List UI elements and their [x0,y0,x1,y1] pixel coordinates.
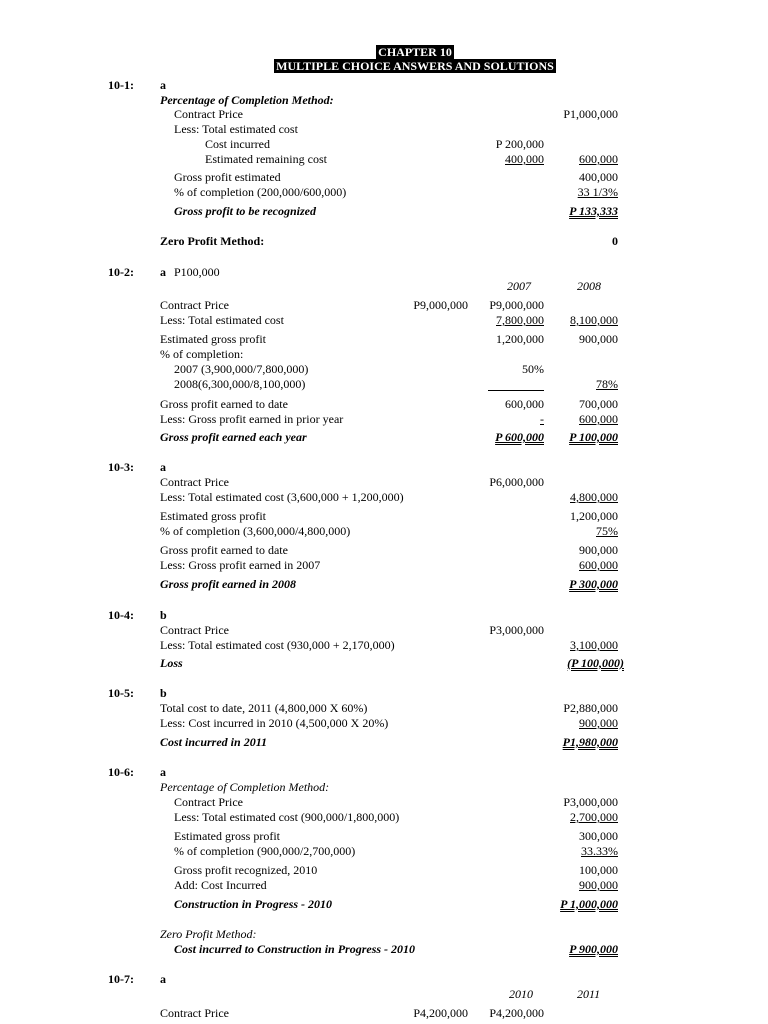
answer-value: P100,000 [174,265,220,279]
line-value: 300,000 [579,829,618,843]
line-label: Less: Total estimated cost (900,000/1,800,000) [174,810,400,824]
line-label: Contract Price [174,107,243,121]
line-value: 900,000 [579,878,618,892]
chapter-title: CHAPTER 10 [378,45,452,59]
result-value: P 900,000 [569,942,618,956]
line-value: P4,200,000 [413,1006,468,1020]
line-value: P4,200,000 [489,1006,544,1020]
answer-letter: a [160,78,166,92]
line-label: % of completion (3,600,000/4,800,000) [160,524,351,538]
result-label: Cost incurred in 2011 [160,735,268,749]
line-label: Contract Price [174,795,243,809]
line-value: 900,000 [579,543,618,557]
line-value: 33 1/3% [577,185,618,199]
line-label: Add: Cost Incurred [174,878,267,892]
line-value: P9,000,000 [413,298,468,312]
result-label: Gross profit earned each year [160,430,307,444]
line-label: Less: Gross profit earned in 2007 [160,558,321,572]
line-label: Less: Gross profit earned in prior year [160,412,344,426]
result-label: Gross profit earned in 2008 [160,577,297,591]
result-label: Cost incurred to Construction in Progress - 2010 [174,942,416,956]
line-value: P1,000,000 [563,107,618,121]
underline-rule [488,390,544,391]
line-label: Gross profit earned to date [160,397,288,411]
line-label: Gross profit recognized, 2010 [174,863,318,877]
line-label: Less: Total estimated cost (3,600,000 + 1,200,000) [160,490,404,504]
line-label: Less: Total estimated cost [174,122,298,136]
line-value: 1,200,000 [496,332,544,346]
result-value: P 600,000 [495,430,544,444]
year-header: 2008 [577,279,601,293]
line-label: 2008(6,300,000/8,100,000) [174,377,306,391]
year-header: 2010 [509,987,533,1001]
result-label: Gross profit to be recognized [174,204,316,218]
line-value: 600,000 [579,558,618,572]
line-value: 8,100,000 [570,313,618,327]
line-value: P2,880,000 [563,701,618,715]
answer-letter: a [160,265,166,279]
answer-letter: b [160,686,167,700]
answer-letter: a [160,972,166,986]
question-number: 10-3: [108,460,134,474]
line-value: 600,000 [505,397,544,411]
line-label: Total cost to date, 2011 (4,800,000 X 60%) [160,701,368,715]
line-label: Cost incurred [205,137,270,151]
result-value: (P 100,000) [567,656,624,670]
answer-letter: b [160,608,167,622]
line-label: 2007 (3,900,000/7,800,000) [174,362,309,376]
question-number: 10-6: [108,765,134,779]
line-value: 600,000 [579,412,618,426]
line-label: Contract Price [160,475,229,489]
line-value: 33.33% [581,844,618,858]
method-heading: Zero Profit Method: [160,234,265,248]
line-value: 50% [522,362,544,376]
line-label: % of completion (900,000/2,700,000) [174,844,356,858]
answer-letter: a [160,765,166,779]
line-value: P 200,000 [495,137,544,151]
answer-letter: a [160,460,166,474]
line-label: Estimated gross profit [160,509,266,523]
line-value: 1,200,000 [570,509,618,523]
line-value: 3,100,000 [570,638,618,652]
line-label: % of completion: [160,347,244,361]
year-header: 2007 [507,279,531,293]
result-label: Loss [160,656,183,670]
line-value: 700,000 [579,397,618,411]
method-heading: Percentage of Completion Method: [160,93,334,107]
line-label: Less: Total estimated cost (930,000 + 2,170,000) [160,638,395,652]
result-value: P 133,333 [569,204,618,218]
line-value: 100,000 [579,863,618,877]
line-label: Estimated gross profit [174,829,280,843]
result-value: 0 [612,234,618,248]
question-number: 10-5: [108,686,134,700]
line-label: Gross profit earned to date [160,543,288,557]
line-label: Contract Price [160,1006,229,1020]
line-value: P9,000,000 [489,298,544,312]
year-header: 2011 [577,987,601,1001]
line-value: 900,000 [579,332,618,346]
line-value: 400,000 [579,170,618,184]
result-value: P 100,000 [569,430,618,444]
line-label: Contract Price [160,623,229,637]
line-value: 78% [596,377,618,391]
line-value: P6,000,000 [489,475,544,489]
question-number: 10-1: [108,78,134,92]
line-label: Gross profit estimated [174,170,281,184]
line-label: Contract Price [160,298,229,312]
line-value: P3,000,000 [563,795,618,809]
chapter-subtitle: MULTIPLE CHOICE ANSWERS AND SOLUTIONS [276,59,554,73]
question-number: 10-2: [108,265,134,279]
line-label: Less: Total estimated cost [160,313,284,327]
result-value: P1,980,000 [562,735,618,749]
result-value: P 1,000,000 [560,897,618,911]
line-label: Less: Cost incurred in 2010 (4,500,000 X 20%) [160,716,389,730]
question-number: 10-7: [108,972,134,986]
line-value: 4,800,000 [570,490,618,504]
question-number: 10-4: [108,608,134,622]
line-label: Estimated gross profit [160,332,266,346]
result-label: Construction in Progress - 2010 [174,897,333,911]
result-value: P 300,000 [569,577,618,591]
line-value: 600,000 [579,152,618,166]
line-label: % of completion (200,000/600,000) [174,185,347,199]
line-value: P3,000,000 [489,623,544,637]
method-heading: Zero Profit Method: [160,927,257,941]
line-value: 2,700,000 [570,810,618,824]
method-heading: Percentage of Completion Method: [160,780,330,794]
line-label: Estimated remaining cost [205,152,327,166]
line-value: 75% [596,524,618,538]
line-value: 400,000 [505,152,544,166]
line-value: 900,000 [579,716,618,730]
line-value: - [540,412,544,426]
line-value: 7,800,000 [496,313,544,327]
